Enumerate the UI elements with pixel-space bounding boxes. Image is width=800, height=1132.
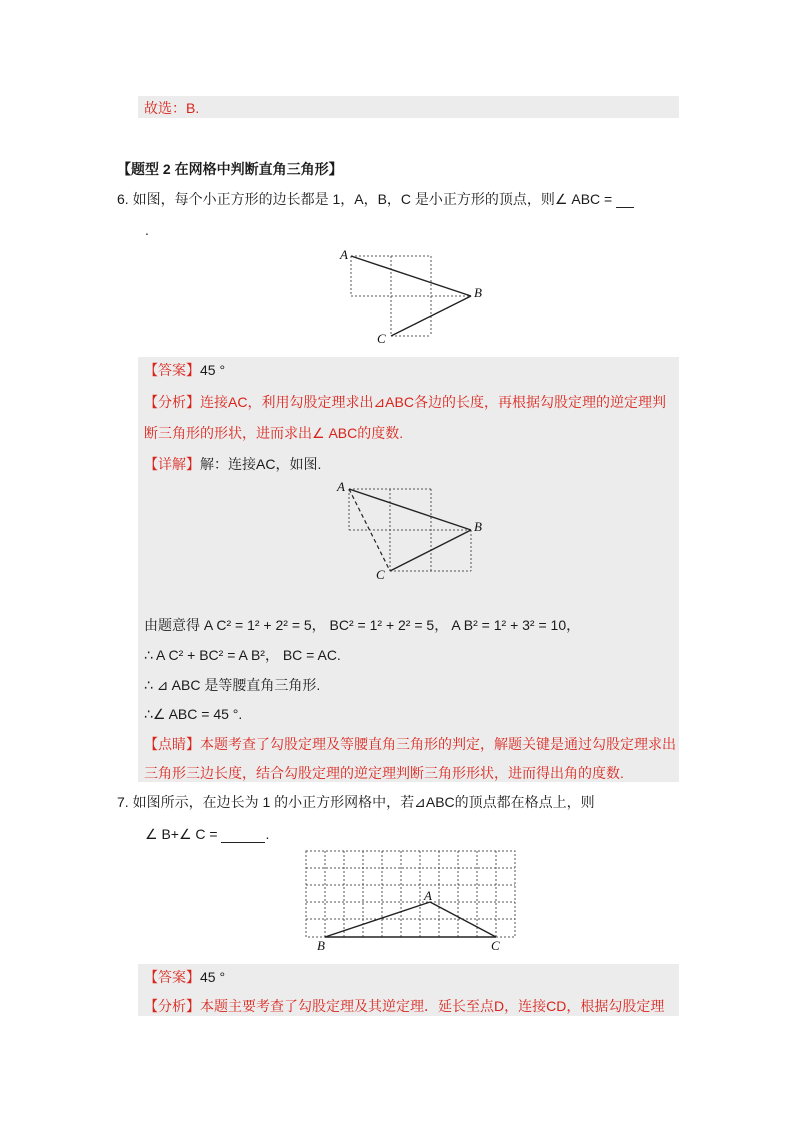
q7-analysis-tag: 【分析】 <box>144 998 200 1014</box>
q7-answer-blank <box>221 842 265 843</box>
q6-detail-grid <box>349 489 471 571</box>
q6-comment-line2: 三角形三边长度，结合勾股定理的逆定理判断三角形形状，进而得出角的度数. <box>144 765 624 781</box>
q6-detail-segment-ab <box>349 489 471 530</box>
q6-detail-label-a: A <box>337 479 345 494</box>
q6-comment-line1 <box>144 735 676 753</box>
q6-analysis-line2: 断三角形的形状，进而求出∠ ABC的度数. <box>144 425 404 441</box>
q6-grid <box>351 256 471 336</box>
q6-answer-value: 45 ° <box>200 362 226 378</box>
q7-stem-text2: ∠ B+∠ C = <box>145 826 218 842</box>
q6-analysis-line1 <box>144 393 666 411</box>
q7-stem-text1: 如图所示，在边长为 1 的小正方形网格中，若⊿ABC的顶点都在格点上，则 <box>132 794 595 810</box>
q6-label-b: B <box>474 285 482 300</box>
q6-detail-text: 解：连接AC，如图. <box>200 456 322 472</box>
section-title: 【题型 2 在网格中判断直角三角形】 <box>117 161 343 177</box>
q7-label-b: B <box>317 938 325 953</box>
q6-segment-ab <box>351 256 471 296</box>
q6-detail-segment-bc <box>390 530 471 571</box>
q6-number: 6. <box>117 191 129 207</box>
q6-detail <box>144 455 321 473</box>
q7-analysis-text1: 本题主要考查了勾股定理及其逆定理．延长至点D，连接CD，根据勾股定理 <box>200 998 665 1014</box>
q6-comment-text1: 本题考查了勾股定理及等腰直角三角形的判定，解题关键是通过勾股定理求出 <box>200 736 676 752</box>
q6-analysis-tag: 【分析】 <box>144 394 200 410</box>
q7-grid <box>306 851 515 937</box>
previous-answer-box <box>138 96 679 118</box>
q6-detail-label-b: B <box>474 519 482 534</box>
q6-detail-label-c: C <box>376 567 385 582</box>
q7-answer-tag: 【答案】 <box>144 969 200 985</box>
q6-stem-end: . <box>145 222 149 238</box>
q7-stem-line1 <box>117 793 595 811</box>
q6-step1: 由题意得 A C² = 1² + 2² = 5， BC² = 1² + 2² = 5， A B² = 1² + 3² = 10， <box>144 617 581 633</box>
q6-stem-text: 如图，每个小正方形的边长都是 1，A，B，C 是小正方形的顶点，则∠ ABC = <box>132 191 613 207</box>
q6-answer-blank <box>616 207 634 208</box>
q6-detail-figure <box>334 475 486 585</box>
q7-answer <box>144 968 225 986</box>
q6-step4: ∴∠ ABC = 45 °. <box>144 706 243 722</box>
q7-figure <box>304 848 518 954</box>
q6-analysis-text1: 连接AC，利用勾股定理求出⊿ABC各边的长度，再根据勾股定理的逆定理判 <box>200 394 666 410</box>
q7-stem-line2 <box>145 825 269 843</box>
q6-answer <box>144 361 225 379</box>
q6-step2: ∴ A C² + BC² = A B²， BC = AC. <box>144 647 341 663</box>
q7-analysis-line1 <box>144 997 664 1015</box>
q6-step3: ∴ ⊿ ABC 是等腰直角三角形. <box>144 677 321 693</box>
q7-answer-value: 45 ° <box>200 969 226 985</box>
q6-figure <box>336 242 486 346</box>
q6-comment-tag: 【点睛】 <box>144 736 200 752</box>
q6-detail-tag: 【详解】 <box>144 456 200 472</box>
q6-answer-tag: 【答案】 <box>144 362 200 378</box>
q6-label-c: C <box>377 331 386 346</box>
q7-number: 7. <box>117 794 129 810</box>
q7-label-c: C <box>491 938 500 953</box>
q7-label-a: A <box>424 888 432 903</box>
q6-stem <box>117 190 634 208</box>
q6-label-a: A <box>340 247 348 262</box>
previous-answer-line: 故选：B. <box>144 100 200 116</box>
q7-stem-end: . <box>265 826 270 842</box>
